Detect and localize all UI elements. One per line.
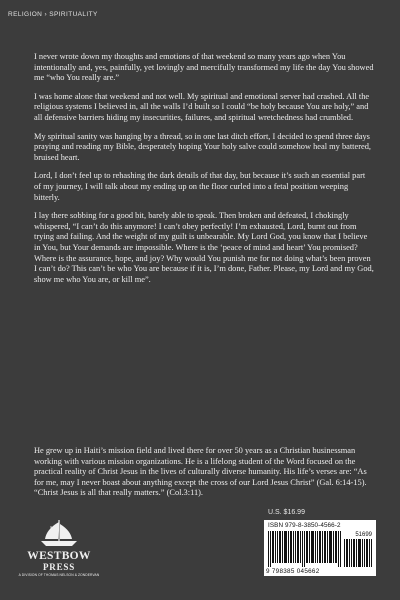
- excerpt-paragraph: Lord, I don’t feel up to rehashing the dark details of that day, but because it’s such an essential part of my journey, I will talk about my ending up on the floor curled into a fetal position weeping bitterly.: [34, 171, 366, 202]
- isbn-label: ISBN 979-8-3850-4566-2: [268, 522, 341, 529]
- barcode-addon-icon: [344, 539, 372, 567]
- price-code: 51699: [355, 532, 372, 538]
- publisher-logo: [18, 519, 100, 577]
- barcode-panel: [264, 520, 376, 576]
- ship-logo-icon: [37, 519, 81, 549]
- author-bio: [34, 446, 374, 507]
- excerpt-text: [34, 52, 374, 293]
- author-bio-text: He grew up in Haiti’s mission field and lived there for over 50 years as a Christian businessman working with various mission organizations. He is a lifelong student of the Word focused on the practical reality of Christ Jesus in the lives of culturally diverse humanity. His life’s verses are: “As for me, may I never boast about anything except the cross of our Lord Jesus Christ” (Gal. 6:14-15). “Christ Jesus is all that really matters.” (Col.3:11).: [34, 446, 367, 498]
- ean-digits: 9 798385 045662: [266, 568, 320, 575]
- excerpt-paragraph: I never wrote down my thoughts and emotions of that weekend so many years ago when You intentionally and, yes, painfully, yet lovingly and mercifully transformed my life the day You showed me “who You really are.”: [34, 52, 374, 83]
- excerpt-paragraph: I was home alone that weekend and not well. My spiritual and emotional server had crashed. All the religious systems I believed in, all the walls I’d built so I could “be holy because You are holy,” and all defensive barriers hiding my insecurities, failures, and spiritual wretchedness had crumbled.: [34, 91, 370, 122]
- publisher-tagline: A DIVISION OF THOMAS NELSON & ZONDERVAN: [18, 573, 100, 577]
- excerpt-paragraph: I lay there sobbing for a good bit, barely able to speak. Then broken and defeated, I chokingly whispered, “I can’t do this anymore! I can’t obey perfectly! I’m exhausted, Lord, burnt out from trying and failing. And the weight of my guilt is unbearable. My Lord God, you know that I believe in You, but Your demands are impossible. Where is the ‘peace of mind and heart’ You promised? Where is the assurance, hope, and joy? Why would You punish me for not doing what’s been proven I can’t do? This can’t be who You are because if it is, I’m done, Father. Please, my Lord and my God, show me who You are, or kill me”.: [34, 211, 374, 284]
- publisher-sub: PRESS: [42, 562, 75, 572]
- excerpt-paragraph: My spiritual sanity was hanging by a thread, so in one last ditch effort, I decided to spend three days praying and reading my Bible, desperately hoping Your holy salve could somehow heal my battered, bruised heart.: [34, 131, 372, 162]
- category-label: RELIGION › SPIRITUALITY: [8, 11, 98, 18]
- publisher-name: WESTBOW: [27, 550, 91, 562]
- barcode-icon: [268, 531, 342, 567]
- price-label: U.S. $16.99: [268, 509, 305, 516]
